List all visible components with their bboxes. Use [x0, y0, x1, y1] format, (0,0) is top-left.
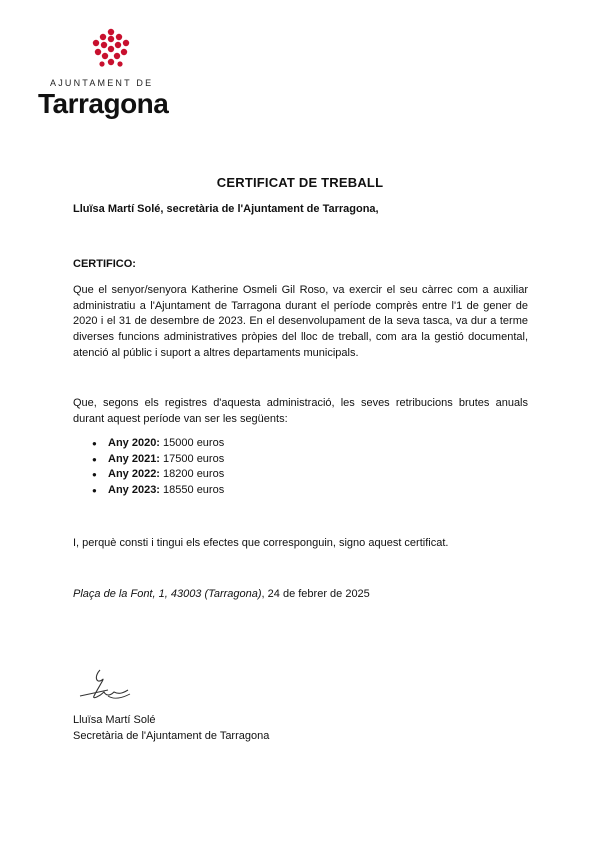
place-address: Plaça de la Font, 1, 43003 (Tarragona) [73, 588, 262, 600]
closing-statement: I, perquè consti i tingui els efectes que corresponguin, signo aquest certificat. [73, 537, 449, 549]
signer-name: Lluïsa Martí Solé [73, 714, 156, 726]
salary-year-label: Any 2021: [108, 452, 160, 465]
salary-amount: 15000 euros [163, 437, 225, 449]
salary-year-label: Any 2022: [108, 468, 160, 481]
document-title: CERTIFICAT DE TREBALL [216, 175, 384, 190]
handwritten-signature [78, 666, 138, 708]
salary-intro-paragraph: Que, segons els registres d'aquesta administració, les seves retribucions brutes anuals durant aquest període van ser les següents: [73, 397, 528, 425]
certifico-heading: CERTIFICO: [73, 258, 136, 270]
signer-role: Secretària de l'Ajuntament de Tarragona [73, 730, 270, 742]
tarragona-emblem-icon [90, 28, 132, 70]
logo-wordmark: Tarragona [38, 88, 169, 119]
ajuntament-logo [38, 28, 198, 128]
list-item [92, 436, 224, 452]
salary-year-label: Any 2023: [108, 483, 160, 496]
salary-amount: 18200 euros [163, 468, 225, 481]
list-item [92, 467, 224, 483]
salary-list [92, 436, 224, 498]
employment-paragraph: Que el senyor/senyora Katherine Osmeli Gil Roso, va exercir el seu càrrec com a auxiliar administratiu a l'Ajuntament de Tarragona durant el període comprès entre l'1 de gener de 2020 i el 31 de desembre de 2023. En el desenvolupament de la seva tasca, va dur a terme diverses funcions administratives pròpies del lloc de treball, com ara la gestió documental, atenció al públic i suport a altres departaments municipals. [73, 284, 528, 359]
logo-subtitle: AJUNTAMENT DE [50, 78, 154, 88]
issuer-line: Lluïsa Martí Solé, secretària de l'Ajuntament de Tarragona, [73, 203, 379, 215]
document-date: , 24 de febrer de 2025 [261, 588, 370, 600]
salary-amount: 17500 euros [163, 452, 225, 465]
list-item [92, 483, 224, 499]
place-and-date [73, 588, 370, 600]
salary-amount: 18550 euros [163, 483, 225, 496]
salary-year-label: Any 2020: [108, 437, 160, 449]
list-item [92, 452, 224, 468]
